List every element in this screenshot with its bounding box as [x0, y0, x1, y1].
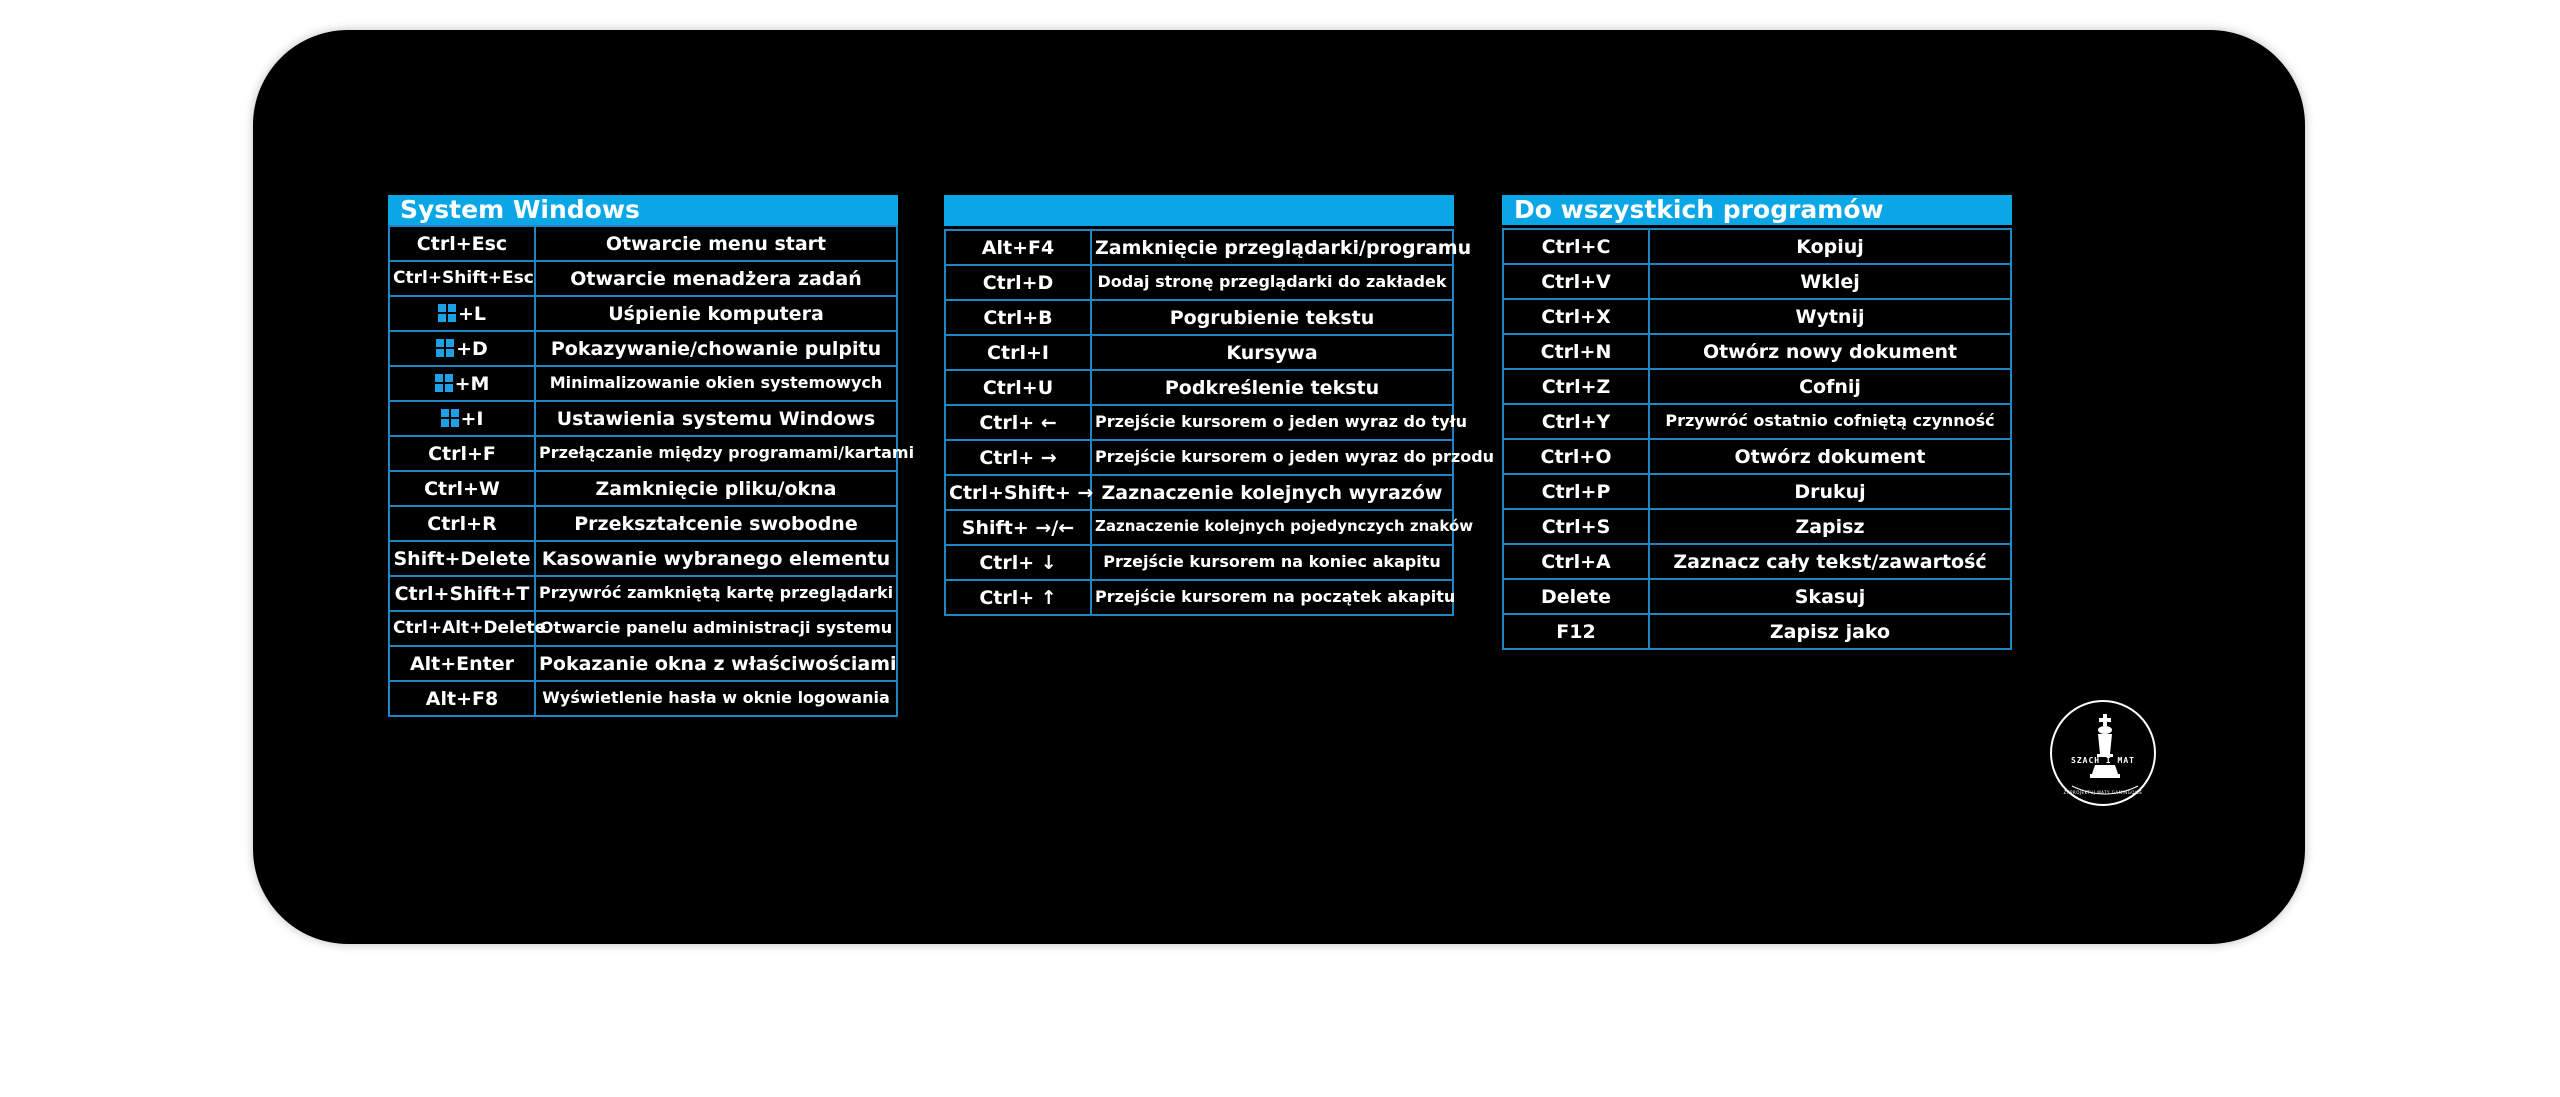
- shortcut-rows: [945, 230, 1495, 615]
- panel-system-windows: [388, 195, 915, 717]
- shortcut-key-label: Ctrl+O: [1540, 446, 1612, 468]
- shortcut-key-label: Ctrl+B: [983, 307, 1053, 329]
- shortcut-key-label: Ctrl+I: [987, 342, 1049, 364]
- shortcut-key: [1503, 299, 1649, 334]
- shortcut-description: Zaznacz cały tekst/zawartość: [1649, 544, 2011, 579]
- shortcut-key-label: Ctrl+Alt+Delete: [393, 618, 547, 638]
- shortcut-row: [389, 296, 897, 331]
- windows-logo-icon: [436, 339, 454, 357]
- shortcut-row: [945, 440, 1453, 475]
- shortcut-description: Minimalizowanie okien systemowych: [535, 366, 897, 401]
- shortcut-key-label: Shift+ →/←: [961, 517, 1075, 539]
- shortcut-key: [389, 366, 535, 401]
- shortcut-row: [1503, 334, 2011, 369]
- panel-title: Do wszystkich programów: [1502, 195, 2012, 225]
- shortcut-row: [389, 471, 897, 506]
- shortcut-row: [945, 230, 1453, 265]
- panel-title: System Windows: [388, 195, 898, 225]
- shortcut-description: Pogrubienie tekstu: [1091, 300, 1453, 335]
- shortcut-row: [1503, 229, 2011, 264]
- shortcut-description: Przekształcenie swobodne: [535, 506, 897, 541]
- shortcut-key-label: Alt+Enter: [409, 653, 515, 675]
- shortcut-row: [1503, 299, 2011, 334]
- shortcut-description: Kursywa: [1091, 335, 1453, 370]
- shortcut-key: [1503, 579, 1649, 614]
- shortcut-description: Przejście kursorem na początek akapitu: [1091, 580, 1453, 615]
- shortcut-key: [389, 226, 535, 261]
- shortcut-key-label: Ctrl+Shift+T: [394, 583, 530, 605]
- shortcut-description: Przejście kursorem o jeden wyraz do przodu: [1091, 440, 1453, 475]
- shortcut-rows: [1503, 229, 2011, 649]
- shortcut-description: Otwórz nowy dokument: [1649, 334, 2011, 369]
- shortcut-key: [1503, 439, 1649, 474]
- windows-logo-icon: [441, 409, 459, 427]
- shortcut-description: Otwórz dokument: [1649, 439, 2011, 474]
- shortcut-key: [1503, 614, 1649, 649]
- shortcut-row: [389, 576, 897, 611]
- shortcut-key: [945, 335, 1091, 370]
- shortcut-row: [945, 335, 1453, 370]
- brand-logo-badge: [2050, 700, 2156, 806]
- shortcut-key: [389, 576, 535, 611]
- shortcut-row: [389, 331, 897, 366]
- shortcut-row: [389, 506, 897, 541]
- shortcut-description: Zaznaczenie kolejnych wyrazów: [1091, 475, 1453, 510]
- shortcut-row: [389, 611, 897, 646]
- shortcut-key: [1503, 264, 1649, 299]
- shortcut-key: [1503, 369, 1649, 404]
- shortcut-key: [389, 646, 535, 681]
- shortcut-description: Wklej: [1649, 264, 2011, 299]
- shortcut-key-label: Ctrl+N: [1540, 341, 1612, 363]
- shortcut-key: [945, 405, 1091, 440]
- shortcut-key: [389, 331, 535, 366]
- shortcut-key-label: Ctrl+P: [1541, 481, 1611, 503]
- shortcut-table: [388, 225, 915, 717]
- shortcut-key-label: Ctrl+R: [427, 513, 497, 535]
- shortcut-description: Otwarcie panelu administracji systemu: [535, 611, 897, 646]
- shortcut-row: [1503, 544, 2011, 579]
- shortcut-key: [945, 475, 1094, 510]
- shortcut-key-label: Ctrl+X: [1541, 306, 1611, 328]
- shortcut-row: [389, 681, 897, 716]
- shortcut-key-label: Ctrl+Z: [1541, 376, 1611, 398]
- shortcut-key-label: Alt+F4: [981, 237, 1055, 259]
- shortcut-key-label: +I: [460, 408, 484, 430]
- shortcut-description: Przełączanie między programami/kartami: [535, 436, 897, 471]
- shortcut-key: [1503, 544, 1649, 579]
- shortcut-row: [945, 405, 1453, 440]
- shortcut-description: Przywróć ostatnio cofniętą czynność: [1649, 404, 2011, 439]
- shortcut-row: [1503, 474, 2011, 509]
- shortcut-description: Zaznaczenie kolejnych pojedynczych znaków: [1091, 510, 1453, 545]
- windows-logo-icon: [438, 304, 456, 322]
- shortcut-key: [945, 230, 1091, 265]
- panel-editing: [944, 195, 1495, 616]
- shortcut-description: Kasowanie wybranego elementu: [535, 541, 897, 576]
- shortcut-key: [945, 545, 1091, 580]
- shortcut-key: [1503, 334, 1649, 369]
- shortcut-row: [389, 401, 897, 436]
- shortcut-row: [389, 226, 897, 261]
- shortcut-key: [945, 370, 1091, 405]
- shortcut-row: [389, 261, 897, 296]
- shortcut-row: [1503, 404, 2011, 439]
- shortcut-key: [1503, 509, 1649, 544]
- shortcut-key-label: Ctrl+Y: [1541, 411, 1611, 433]
- shortcut-row: [945, 475, 1453, 510]
- shortcut-description: Przywróć zamkniętą kartę przeglądarki: [535, 576, 897, 611]
- shortcut-key: [945, 580, 1091, 615]
- shortcut-key: [389, 261, 535, 296]
- shortcut-key-label: Ctrl+V: [1541, 271, 1611, 293]
- logo-tagline: ZAPROJEKTUJ MATY GAMINGOWE: [2063, 790, 2143, 795]
- shortcut-description: Wyświetlenie hasła w oknie logowania: [535, 681, 897, 716]
- shortcut-key-label: +L: [457, 303, 487, 325]
- shortcut-key-label: Ctrl+Shift+Esc: [393, 268, 534, 288]
- shortcut-key-label: Ctrl+W: [424, 478, 500, 500]
- shortcut-description: Drukuj: [1649, 474, 2011, 509]
- shortcut-key-label: Ctrl+Shift+ →: [949, 482, 1094, 504]
- shortcut-row: [1503, 614, 2011, 649]
- shortcut-description: Przejście kursorem na koniec akapitu: [1091, 545, 1453, 580]
- shortcut-key-label: Ctrl+F: [428, 443, 496, 465]
- shortcut-key: [945, 300, 1091, 335]
- shortcut-rows: [389, 226, 915, 716]
- shortcut-key-label: Ctrl+D: [982, 272, 1054, 294]
- shortcut-key-label: +D: [456, 338, 488, 360]
- shortcut-row: [945, 300, 1453, 335]
- shortcut-description: Ustawienia systemu Windows: [535, 401, 897, 436]
- shortcut-description: Kopiuj: [1649, 229, 2011, 264]
- shortcut-description: Zapisz: [1649, 509, 2011, 544]
- shortcut-key: [389, 681, 535, 716]
- shortcut-key-label: Ctrl+ ←: [979, 412, 1057, 434]
- shortcut-key-label: +M: [454, 373, 490, 395]
- shortcut-row: [1503, 264, 2011, 299]
- shortcut-key: [945, 265, 1091, 300]
- shortcut-key-label: Ctrl+A: [1541, 551, 1611, 573]
- shortcut-key-label: Ctrl+U: [982, 377, 1054, 399]
- shortcut-description: Zamknięcie pliku/okna: [535, 471, 897, 506]
- shortcut-description: Skasuj: [1649, 579, 2011, 614]
- shortcut-table: [1502, 228, 2012, 650]
- shortcut-row: [945, 545, 1453, 580]
- shortcut-key: [389, 611, 547, 646]
- shortcut-table: [944, 229, 1495, 616]
- shortcut-key: [389, 296, 535, 331]
- shortcut-key-label: Ctrl+ ↑: [979, 587, 1057, 609]
- shortcut-key: [389, 541, 535, 576]
- shortcut-description: Otwarcie menadżera zadań: [535, 261, 897, 296]
- shortcut-row: [945, 265, 1453, 300]
- shortcut-key: [1503, 474, 1649, 509]
- shortcut-row: [1503, 369, 2011, 404]
- shortcut-description: Zamknięcie przeglądarki/programu: [1091, 230, 1453, 265]
- shortcut-description: Pokazanie okna z właściwościami: [535, 646, 897, 681]
- shortcut-description: Otwarcie menu start: [535, 226, 897, 261]
- shortcut-row: [389, 646, 897, 681]
- shortcut-key: [389, 506, 535, 541]
- shortcut-row: [389, 436, 897, 471]
- shortcut-key-label: Alt+F8: [425, 688, 499, 710]
- shortcut-description: Pokazywanie/chowanie pulpitu: [535, 331, 897, 366]
- shortcut-description: Wytnij: [1649, 299, 2011, 334]
- shortcut-key-label: Delete: [1540, 586, 1612, 608]
- shortcut-description: Dodaj stronę przeglądarki do zakładek: [1091, 265, 1453, 300]
- shortcut-key: [1503, 229, 1649, 264]
- shortcut-key: [1503, 404, 1649, 439]
- shortcut-row: [945, 580, 1453, 615]
- shortcut-row: [1503, 439, 2011, 474]
- shortcut-description: Podkreślenie tekstu: [1091, 370, 1453, 405]
- shortcut-description: Zapisz jako: [1649, 614, 2011, 649]
- panel-all-programs: [1502, 195, 2012, 650]
- panel-title: [944, 195, 1454, 226]
- shortcut-description: Cofnij: [1649, 369, 2011, 404]
- shortcut-key: [945, 510, 1091, 545]
- shortcut-key: [389, 401, 535, 436]
- shortcut-key-label: F12: [1556, 621, 1596, 643]
- windows-logo-icon: [435, 374, 453, 392]
- shortcut-key-label: Ctrl+ →: [979, 447, 1057, 469]
- shortcut-key-label: Ctrl+ ↓: [979, 552, 1057, 574]
- shortcut-description: Przejście kursorem o jeden wyraz do tyłu: [1091, 405, 1453, 440]
- shortcut-row: [1503, 509, 2011, 544]
- shortcut-row: [1503, 579, 2011, 614]
- shortcut-description: Uśpienie komputera: [535, 296, 897, 331]
- shortcut-key: [945, 440, 1091, 475]
- shortcut-row: [389, 366, 897, 401]
- shortcut-key: [389, 471, 535, 506]
- shortcut-row: [945, 510, 1453, 545]
- shortcut-key-label: Ctrl+Esc: [416, 233, 508, 255]
- shortcut-row: [389, 541, 897, 576]
- logo-name: SZACH I MAT: [2071, 756, 2135, 765]
- shortcut-row: [945, 370, 1453, 405]
- shortcut-key: [389, 436, 535, 471]
- shortcut-key-label: Shift+Delete: [393, 548, 531, 570]
- shortcut-key-label: Ctrl+C: [1541, 236, 1611, 258]
- shortcut-key-label: Ctrl+S: [1541, 516, 1611, 538]
